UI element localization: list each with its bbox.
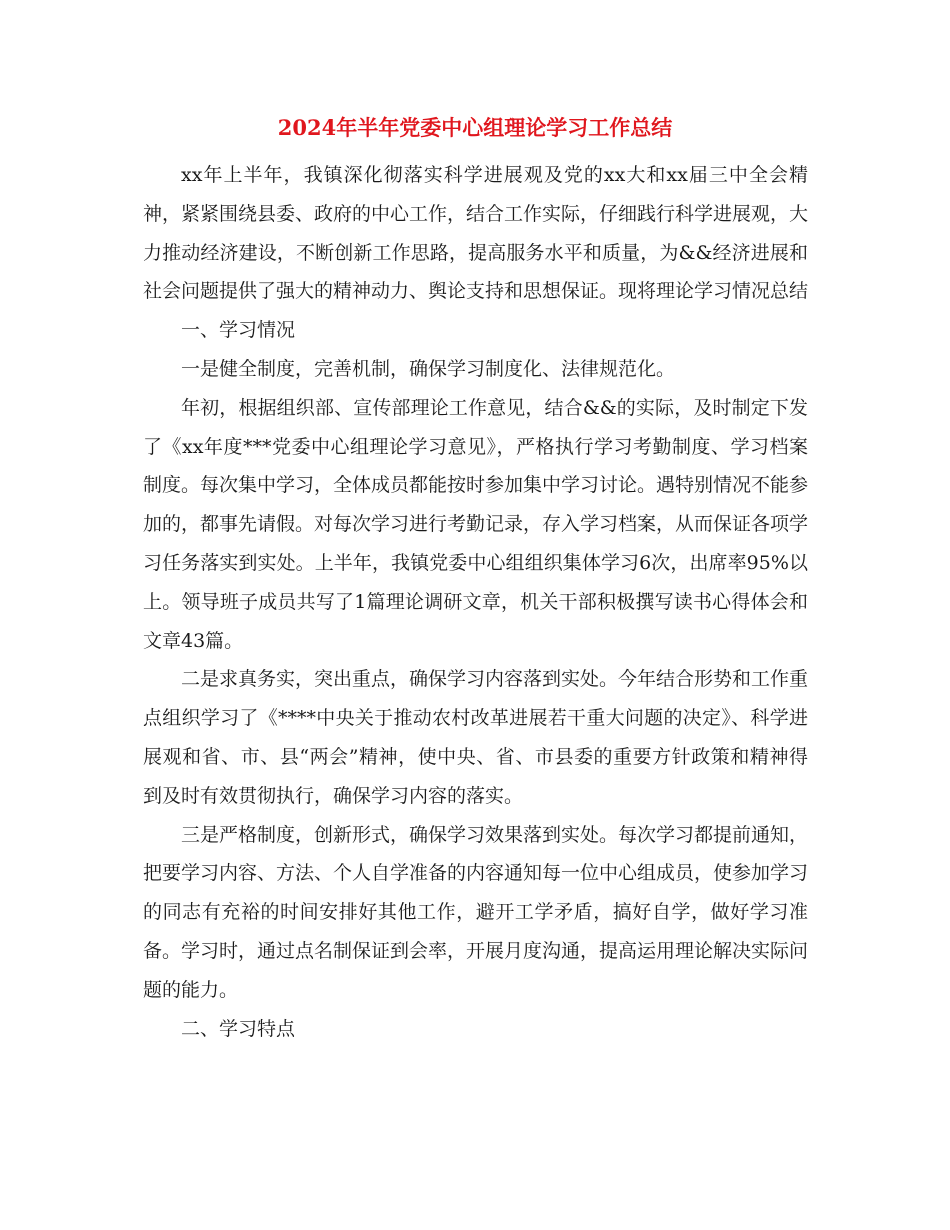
document-title: 2024年半年党委中心组理论学习工作总结 xyxy=(277,115,673,140)
paragraph-point-two: 二是求真务实，突出重点，确保学习内容落到实处。今年结合形势和工作重点组织学习了《****中央关于推动农村改革进展若干重大问题的决定》、科学进展观和省、市、县“两会”精神，使中央、省、市县委的重要方针政策和精神得到及时有效贯彻执行，确保学习内容的落实。 xyxy=(143,668,809,807)
section-heading-learning-status: 一、学习情况 xyxy=(181,319,296,342)
paragraph-point-three: 三是严格制度，创新形式，确保学习效果落到实处。每次学习都提前通知，把要学习内容、方法、个人自学准备的内容通知每一位中心组成员，使参加学习的同志有充裕的时间安排好其他工作，避开工学矛盾，搞好自学，做好学习准备。学习时，通过点名制保证到会率，开展月度沟通，提高运用理论解决实际问题的能力。 xyxy=(143,823,809,1001)
paragraph-point-one-detail: 年初，根据组织部、宣传部理论工作意见，结合&&的实际，及时制定下发了《xx年度***党委中心组理论学习意见》，严格执行学习考勤制度、学习档案制度。每次集中学习，全体成员都能按时参加集中学习讨论。遇特别情况不能参加的，都事先请假。对每次学习进行考勤记录，存入学习档案，从而保证各项学习任务落实到实处。上半年，我镇党委中心组组织集体学习6次，出席率95%以上。领导班子成员共写了1篇理论调研文章，机关干部积极撰写读书心得体会和文章43篇。 xyxy=(143,396,809,652)
document-body xyxy=(143,156,808,1048)
section-heading-learning-features: 二、学习特点 xyxy=(181,1017,296,1040)
paragraph-intro: xx年上半年，我镇深化彻落实科学进展观及党的xx大和xx届三中全会精神，紧紧围绕县委、政府的中心工作，结合工作实际，仔细践行科学进展观，大力推动经济建设，不断创新工作思路，提高服务水平和质量，为&&经济进展和社会问题提供了强大的精神动力、舆论支持和思想保证。现将理论学习情况总结 xyxy=(143,164,809,303)
paragraph-point-one-heading: 一是健全制度，完善机制，确保学习制度化、法律规范化。 xyxy=(181,357,676,380)
